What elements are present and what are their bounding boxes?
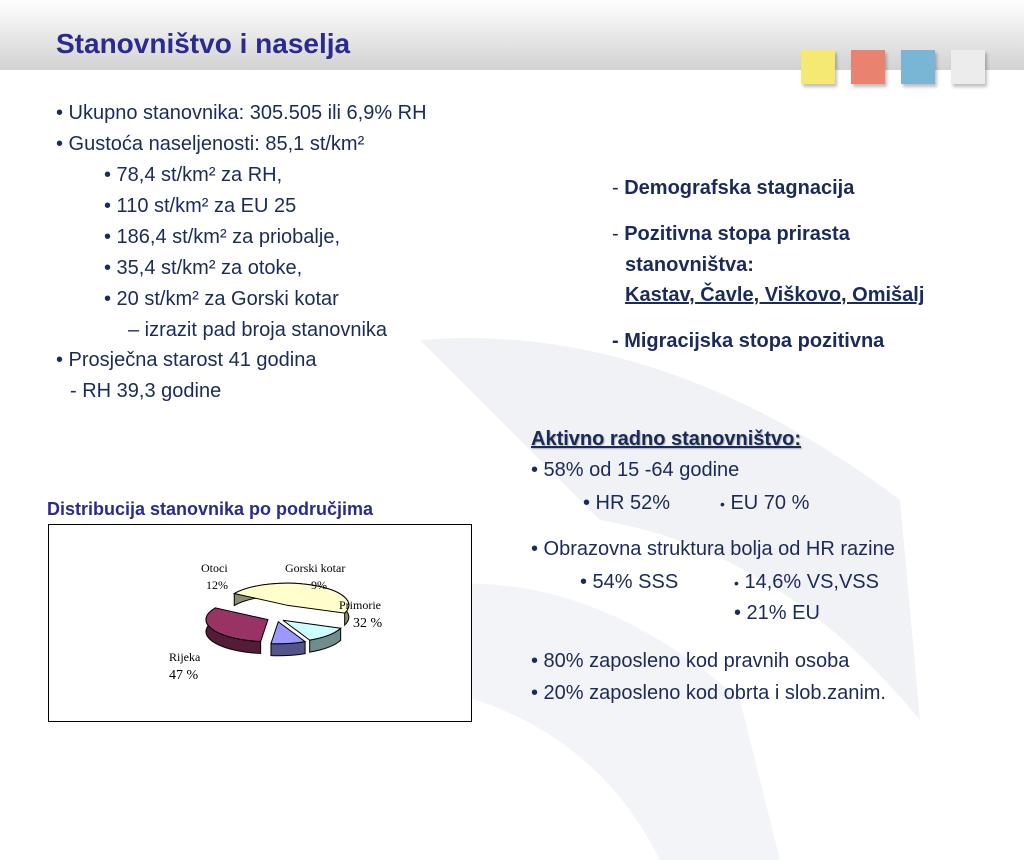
page-title: Stanovništvo i naselja <box>56 28 351 59</box>
pie-chart-svg <box>49 525 471 721</box>
aktivno-line: • 20% zaposleno kod obrta i slob.zanim. <box>531 682 886 704</box>
value-rijeka: 47 % <box>169 668 199 683</box>
list-item: • Ukupno stanovnika: 305.505 ili 6,9% RH <box>56 102 427 124</box>
label-otoci: Otoci <box>201 561 228 575</box>
aktivno-line: • EU 70 % <box>720 492 810 514</box>
aktivno-line: • 80% zaposleno kod pravnih osoba <box>531 650 850 672</box>
list-item: • 186,4 st/km² za priobalje, <box>104 226 340 248</box>
aktivno-line: • 14,6% VS,VSS <box>734 571 879 593</box>
decor-square-red <box>851 50 885 84</box>
value-primorie: 32 % <box>353 616 383 631</box>
list-item: • 35,4 st/km² za otoke, <box>104 257 303 279</box>
list-item: • Gustoća naseljenosti: 85,1 st/km² <box>56 133 365 155</box>
right-item-2-line2: stanovništva: <box>625 254 754 276</box>
aktivno-line: • 54% SSS <box>580 571 679 593</box>
aktivno-heading: Aktivno radno stanovništvo: <box>531 428 802 450</box>
value-gorski-kotar: 9% <box>311 578 327 592</box>
right-item-3: - Migracijska stopa pozitivna <box>612 330 885 352</box>
label-rijeka: Rijeka <box>169 650 201 664</box>
right-item-2-places: Kastav, Čavle, Viškovo, Omišalj <box>625 284 925 306</box>
aktivno-line: • 21% EU <box>734 602 820 624</box>
aktivno-line: • Obrazovna struktura bolja od HR razine <box>531 538 895 560</box>
label-primorie: Primorie <box>339 598 381 612</box>
right-item-2: - Pozitivna stopa prirasta <box>612 223 850 245</box>
list-item: - RH 39,3 godine <box>70 380 222 402</box>
decor-square-grey <box>951 50 985 84</box>
aktivno-line: • HR 52% <box>583 492 671 514</box>
list-item: • Prosječna starost 41 godina <box>56 349 317 371</box>
pie-chart <box>48 524 472 722</box>
list-item: • 78,4 st/km² za RH, <box>104 164 283 186</box>
list-item: • 20 st/km² za Gorski kotar <box>104 288 339 310</box>
value-otoci: 12% <box>206 578 228 592</box>
decor-square-blue <box>901 50 935 84</box>
decor-square-yellow <box>801 50 835 84</box>
aktivno-line: • 58% od 15 -64 godine <box>531 459 740 481</box>
list-item: – izrazit pad broja stanovnika <box>128 319 388 341</box>
right-item-1: - Demografska stagnacija <box>612 177 855 199</box>
label-gorski-kotar: Gorski kotar <box>285 561 346 575</box>
list-item: • 110 st/km² za EU 25 <box>104 195 297 217</box>
chart-title: Distribucija stanovnika po područjima <box>47 499 374 519</box>
